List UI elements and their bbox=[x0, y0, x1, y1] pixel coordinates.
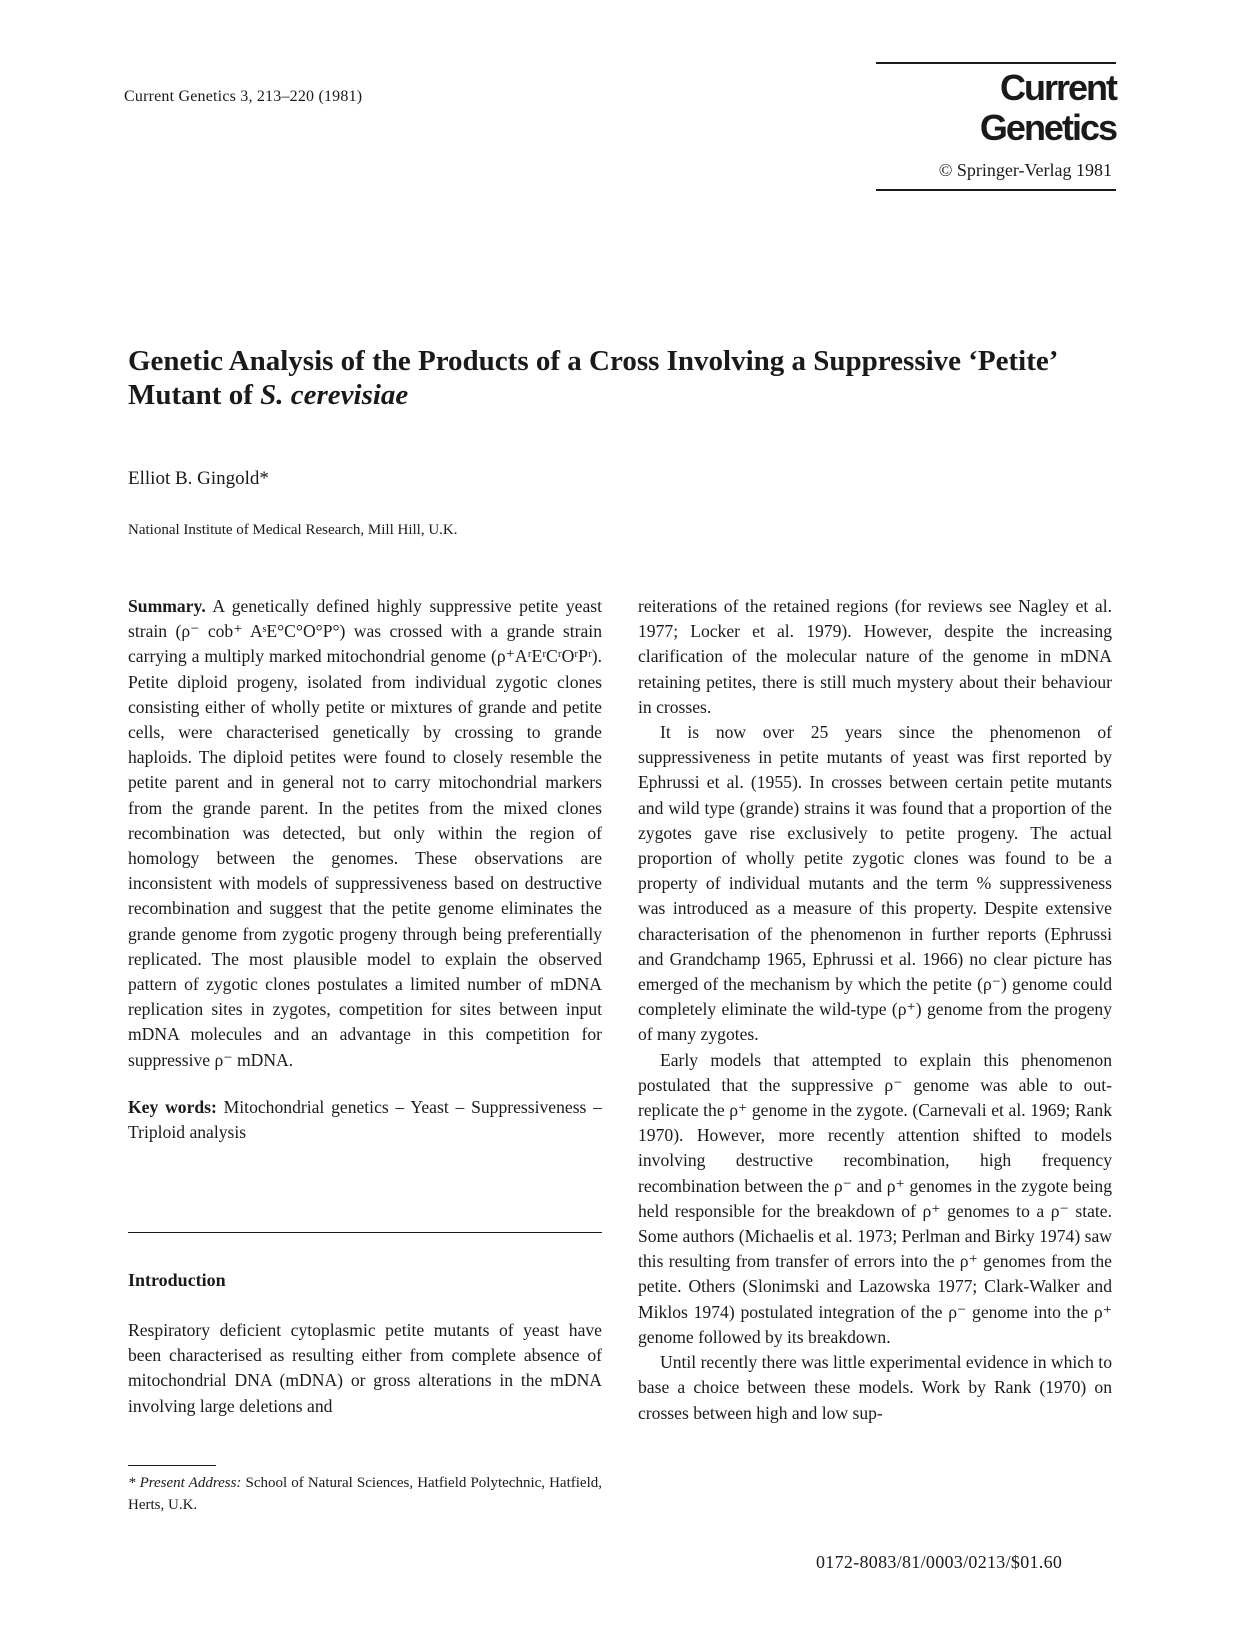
body-paragraph: Early models that attempted to explain this phenomenon postulated that the suppressive ρ⁻ genome was able to out-replicate the ρ⁺ genome in the zygote. (Carnevali et al. 1969; Rank 1970). However, more recently attention shifted to models involving destructive recombination, high frequency recombination between the ρ⁻ and ρ⁺ genomes in the zygote being held responsible for the breakdown of ρ⁺ genomes to a ρ⁻ state. Some authors (Michaelis et al. 1973; Perlman and Birky 1974) saw this resulting from transfer of errors into the ρ⁺ genomes from the petite. Others (Slonimski and Lazowska 1977; Clark-Walker and Miklos 1974) postulated integration of the ρ⁻ genome into the ρ⁺ genome followed by its breakdown. bbox=[638, 1049, 1112, 1347]
masthead-top-rule bbox=[876, 62, 1116, 64]
footnote-text: School of Natural Sciences, Hatfield Polytechnic, Hatfield, Herts, U.K. bbox=[128, 1475, 602, 1513]
left-column bbox=[128, 594, 602, 1145]
keywords-paragraph bbox=[128, 1095, 602, 1145]
title-species: S. cerevisiae bbox=[260, 379, 409, 411]
introduction-body bbox=[128, 1318, 602, 1419]
journal-citation: Current Genetics 3, 213–220 (1981) bbox=[124, 88, 363, 105]
keywords-text: Mitochondrial genetics – Yeast – Suppressiveness – Triploid analysis bbox=[128, 1096, 602, 1143]
journal-logo: Current Genetics bbox=[979, 67, 1116, 148]
article-title bbox=[128, 344, 1128, 412]
body-paragraph: reiterations of the retained regions (for reviews see Nagley et al. 1977; Locker et al. 1979). However, despite the increasing clarification of the molecular nature of the genome in mDNA retaining petites, there is still much mystery about their behaviour in crosses. bbox=[638, 596, 1112, 717]
masthead-bottom-rule bbox=[876, 189, 1116, 191]
body-paragraph: It is now over 25 years since the phenomenon of suppressiveness in petite mutants of yeast was first reported by Ephrussi et al. (1955). In crosses between certain petite mutants and wild type (grande) strains it was found that a proportion of the zygotes gave rise exclusively to petite progeny. The actual proportion of wholly petite zygotic clones was found to be a property of individual mutants and the term % suppressiveness was introduced as a measure of this property. Despite extensive characterisation of the phenomenon in further reports (Ephrussi and Grandchamp 1965, Ephrussi et al. 1966) no clear picture has emerged of the mechanism by which the petite (ρ⁻) genome could completely eliminate the wild-type (ρ⁺) genome from the progeny of many zygotes. bbox=[638, 722, 1112, 1045]
title-main: Genetic Analysis of the Products of a Cross Involving a Suppressive ‘Petite’ Mutant of bbox=[128, 345, 1057, 411]
section-divider bbox=[128, 1232, 602, 1233]
keywords-heading: Key words: bbox=[128, 1096, 217, 1117]
author-name: Elliot B. Gingold* bbox=[128, 468, 269, 489]
body-paragraph: Until recently there was little experimental evidence in which to base a choice between these models. Work by Rank (1970) on crosses between high and low sup- bbox=[638, 1352, 1112, 1423]
introduction-paragraph: Respiratory deficient cytoplasmic petite mutants of yeast have been characterised as resulting either from complete absence of mitochondrial DNA (mDNA) or gross alterations in the mDNA involving large deletions and bbox=[128, 1320, 602, 1416]
footnote bbox=[128, 1472, 602, 1516]
footnote-label: * Present Address: bbox=[128, 1475, 242, 1491]
article-code: 0172-8083/81/0003/0213/$01.60 bbox=[816, 1552, 1063, 1572]
footnote-rule bbox=[128, 1465, 216, 1466]
summary-paragraph bbox=[128, 594, 602, 1073]
author-affiliation: National Institute of Medical Research, Mill Hill, U.K. bbox=[128, 522, 458, 538]
right-column bbox=[638, 594, 1112, 1426]
summary-heading: Summary. bbox=[128, 596, 206, 616]
introduction-heading: Introduction bbox=[128, 1270, 226, 1290]
copyright-notice: © Springer-Verlag 1981 bbox=[938, 160, 1112, 180]
summary-text: A genetically defined highly suppressive petite yeast strain (ρ⁻ cob⁺ AˢE°C°O°P°) was crossed with a grande strain carrying a multiply marked mitochondrial genome (ρ⁺AʳEʳCʳOʳPʳ). Petite diploid progeny, isolated from individual zygotic clones consisting either of wholly petite or mixtures of grande and petite cells, were characterised genetically by crossing to grande haploids. The diploid petites were found to closely resemble the petite parent and in general not to carry mitochondrial markers from the grande parent. In the petites from the mixed clones recombination was detected, but only within the region of homology between the genomes. These observations are inconsistent with models of suppressiveness based on destructive recombination and suggest that the petite genome eliminates the grande genome from zygotic progeny through being preferentially replicated. The most plausible model to explain the observed pattern of zygotic clones postulates a limited number of mDNA replication sites in zygotes, competition for sites between input mDNA molecules and an advantage in this competition for suppressive ρ⁻ mDNA. bbox=[128, 596, 602, 1070]
journal-masthead bbox=[876, 62, 1116, 191]
